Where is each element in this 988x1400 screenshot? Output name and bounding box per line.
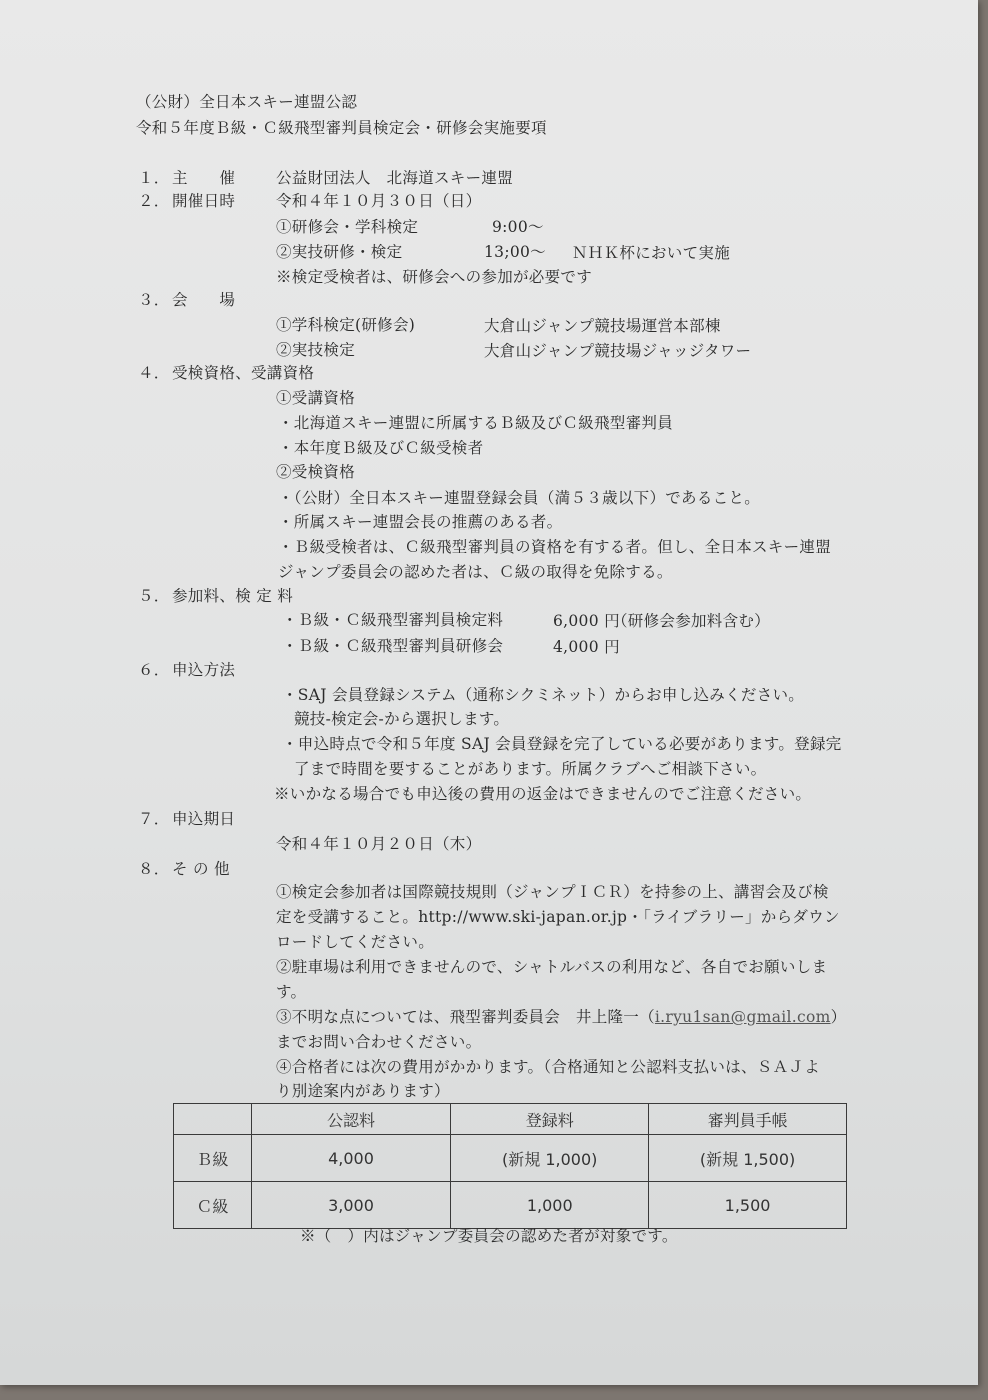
schedule-item-1-label: ①研修会・学科検定 (276, 218, 419, 236)
fee-item-1-amount: 6,000 円 (553, 612, 620, 630)
section-8-number: ８． (138, 860, 170, 878)
section-3-title: 会 場 (172, 291, 236, 309)
other-line-8: ④合格者には次の費用がかかります。（合格通知と公認料支払いは、ＳＡＪよ (276, 1058, 821, 1076)
other-line-2: 定を受講すること。http://www.ski-japan.or.jp・「ライブラリー」からダウン (276, 908, 840, 926)
section-3-number: ３． (138, 291, 170, 309)
other-line-7: までお問い合わせください。 (276, 1033, 482, 1051)
schedule-item-1-time: 9:00～ (492, 218, 544, 236)
other-line-3: ロードしてください。 (276, 933, 435, 951)
section-4-number: ４． (138, 364, 170, 382)
table-cell-grade: Ｃ級 (174, 1182, 252, 1229)
schedule-item-2-time: 13;00～ (484, 243, 546, 261)
schedule-note: ※検定受検者は、研修会への参加が必要です (276, 268, 593, 286)
table-cell: 1,000 (451, 1182, 649, 1229)
exam-eligibility-heading: ②受検資格 (276, 463, 356, 481)
exam-eligibility-c2: ジャンプ委員会の認めた者は、Ｃ級の取得を免除する。 (278, 563, 673, 581)
refund-note: ※いかなる場合でも申込後の費用の返金はできませんのでご注意ください。 (274, 785, 812, 803)
contact-line (276, 1007, 846, 1027)
table-cell: 4,000 (251, 1135, 451, 1182)
exam-eligibility-a: ・（公財）全日本スキー連盟登録会員（満５３歳以下）であること。 (278, 489, 761, 507)
course-eligibility-heading: ①受講資格 (276, 389, 356, 407)
application-line-4: 了まで時間を要することがあります。所属クラブへご相談下さい。 (294, 760, 767, 778)
section-2-title: 開催日時 (172, 192, 236, 210)
section-7-title: 申込期日 (172, 810, 236, 828)
section-5-number: ５． (138, 587, 170, 605)
section-1-title: 主 催 (172, 169, 236, 187)
fee-item-1-note: （研修会参加料含む） (612, 612, 771, 630)
fee-table-header-registration: 登録料 (451, 1104, 649, 1135)
venue-item-1-place: 大倉山ジャンプ競技場運営本部棟 (484, 317, 721, 335)
contact-email-link[interactable]: i.ryu1san@gmail.com (654, 1008, 831, 1026)
application-deadline: 令和４年１０月２０日（木） (276, 835, 482, 853)
other-line-5: す。 (276, 983, 307, 1001)
fee-table-header-row (174, 1104, 847, 1135)
course-eligibility-a: ・北海道スキー連盟に所属するＢ級及びＣ級飛型審判員 (278, 414, 674, 432)
fee-item-1-label: ・Ｂ級・Ｃ級飛型審判員検定料 (282, 611, 504, 629)
section-1-number: １． (138, 169, 170, 187)
section-2-number: ２． (138, 192, 170, 210)
fee-table-header-blank (174, 1104, 252, 1135)
section-4-title: 受検資格、受講資格 (172, 364, 315, 382)
fee-table-header-handbook: 審判員手帳 (649, 1104, 847, 1135)
section-7-number: ７． (138, 810, 170, 828)
contact-suffix: ） (830, 1008, 847, 1026)
contact-prefix: ③不明な点については、飛型審判委員会 井上隆一（ (276, 1008, 655, 1026)
organizer: 公益財団法人 北海道スキー連盟 (276, 169, 514, 187)
other-line-1: ①検定会参加者は国際競技規則（ジャンプＩＣＲ）を持参の上、講習会及び検 (276, 883, 829, 901)
venue-item-2-place: 大倉山ジャンプ競技場ジャッジタワー (484, 342, 752, 360)
section-8-title: そ の 他 (172, 860, 230, 878)
course-eligibility-b: ・本年度Ｂ級及びＣ級受検者 (278, 439, 484, 457)
application-line-1: ・SAJ 会員登録システム（通称シクミネット）からお申し込みください。 (282, 686, 805, 704)
venue-item-1-label: ①学科検定(研修会) (276, 316, 416, 334)
document-title: 令和５年度Ｂ級・Ｃ級飛型審判員検定会・研修会実施要項 (136, 119, 547, 137)
table-cell-grade: Ｂ級 (174, 1135, 252, 1182)
fee-item-2-amount: 4,000 円 (553, 638, 620, 656)
table-footnote: ※（ ）内はジャンプ委員会の認めた者が対象です。 (300, 1227, 678, 1245)
event-date: 令和４年１０月３０日（日） (276, 192, 482, 210)
table-row (174, 1135, 847, 1182)
table-cell: 3,000 (251, 1182, 451, 1229)
section-5-title: 参加料、検 定 料 (172, 587, 294, 605)
table-cell: (新規 1,000) (451, 1135, 649, 1182)
schedule-item-2-label: ②実技研修・検定 (276, 243, 403, 261)
venue-item-2-label: ②実技検定 (276, 341, 356, 359)
fee-item-2-label: ・Ｂ級・Ｃ級飛型審判員研修会 (282, 637, 504, 655)
section-6-title: 申込方法 (172, 661, 236, 679)
table-cell: (新規 1,500) (649, 1135, 847, 1182)
fee-table (173, 1103, 847, 1229)
other-line-4: ②駐車場は利用できませんので、シャトルバスの利用など、各自でお願いしま (276, 958, 828, 976)
table-row (174, 1182, 847, 1229)
application-line-2: 競技-検定会-から選択します。 (294, 710, 510, 728)
other-line-9: り別途案内があります） (276, 1082, 450, 1100)
section-6-number: ６． (138, 661, 170, 679)
fee-table-header-certification: 公認料 (251, 1104, 451, 1135)
header-line-1: （公財）全日本スキー連盟公認 (136, 93, 358, 111)
schedule-item-2-note: ＮＨＫ杯において実施 (572, 244, 731, 262)
application-line-3: ・申込時点で令和５年度 SAJ 会員登録を完了している必要があります。登録完 (282, 735, 842, 753)
exam-eligibility-c1: ・Ｂ級受検者は、Ｃ級飛型審判員の資格を有する者。但し、全日本スキー連盟 (278, 538, 832, 556)
exam-eligibility-b: ・所属スキー連盟会長の推薦のある者。 (278, 513, 563, 531)
table-cell: 1,500 (649, 1182, 847, 1229)
